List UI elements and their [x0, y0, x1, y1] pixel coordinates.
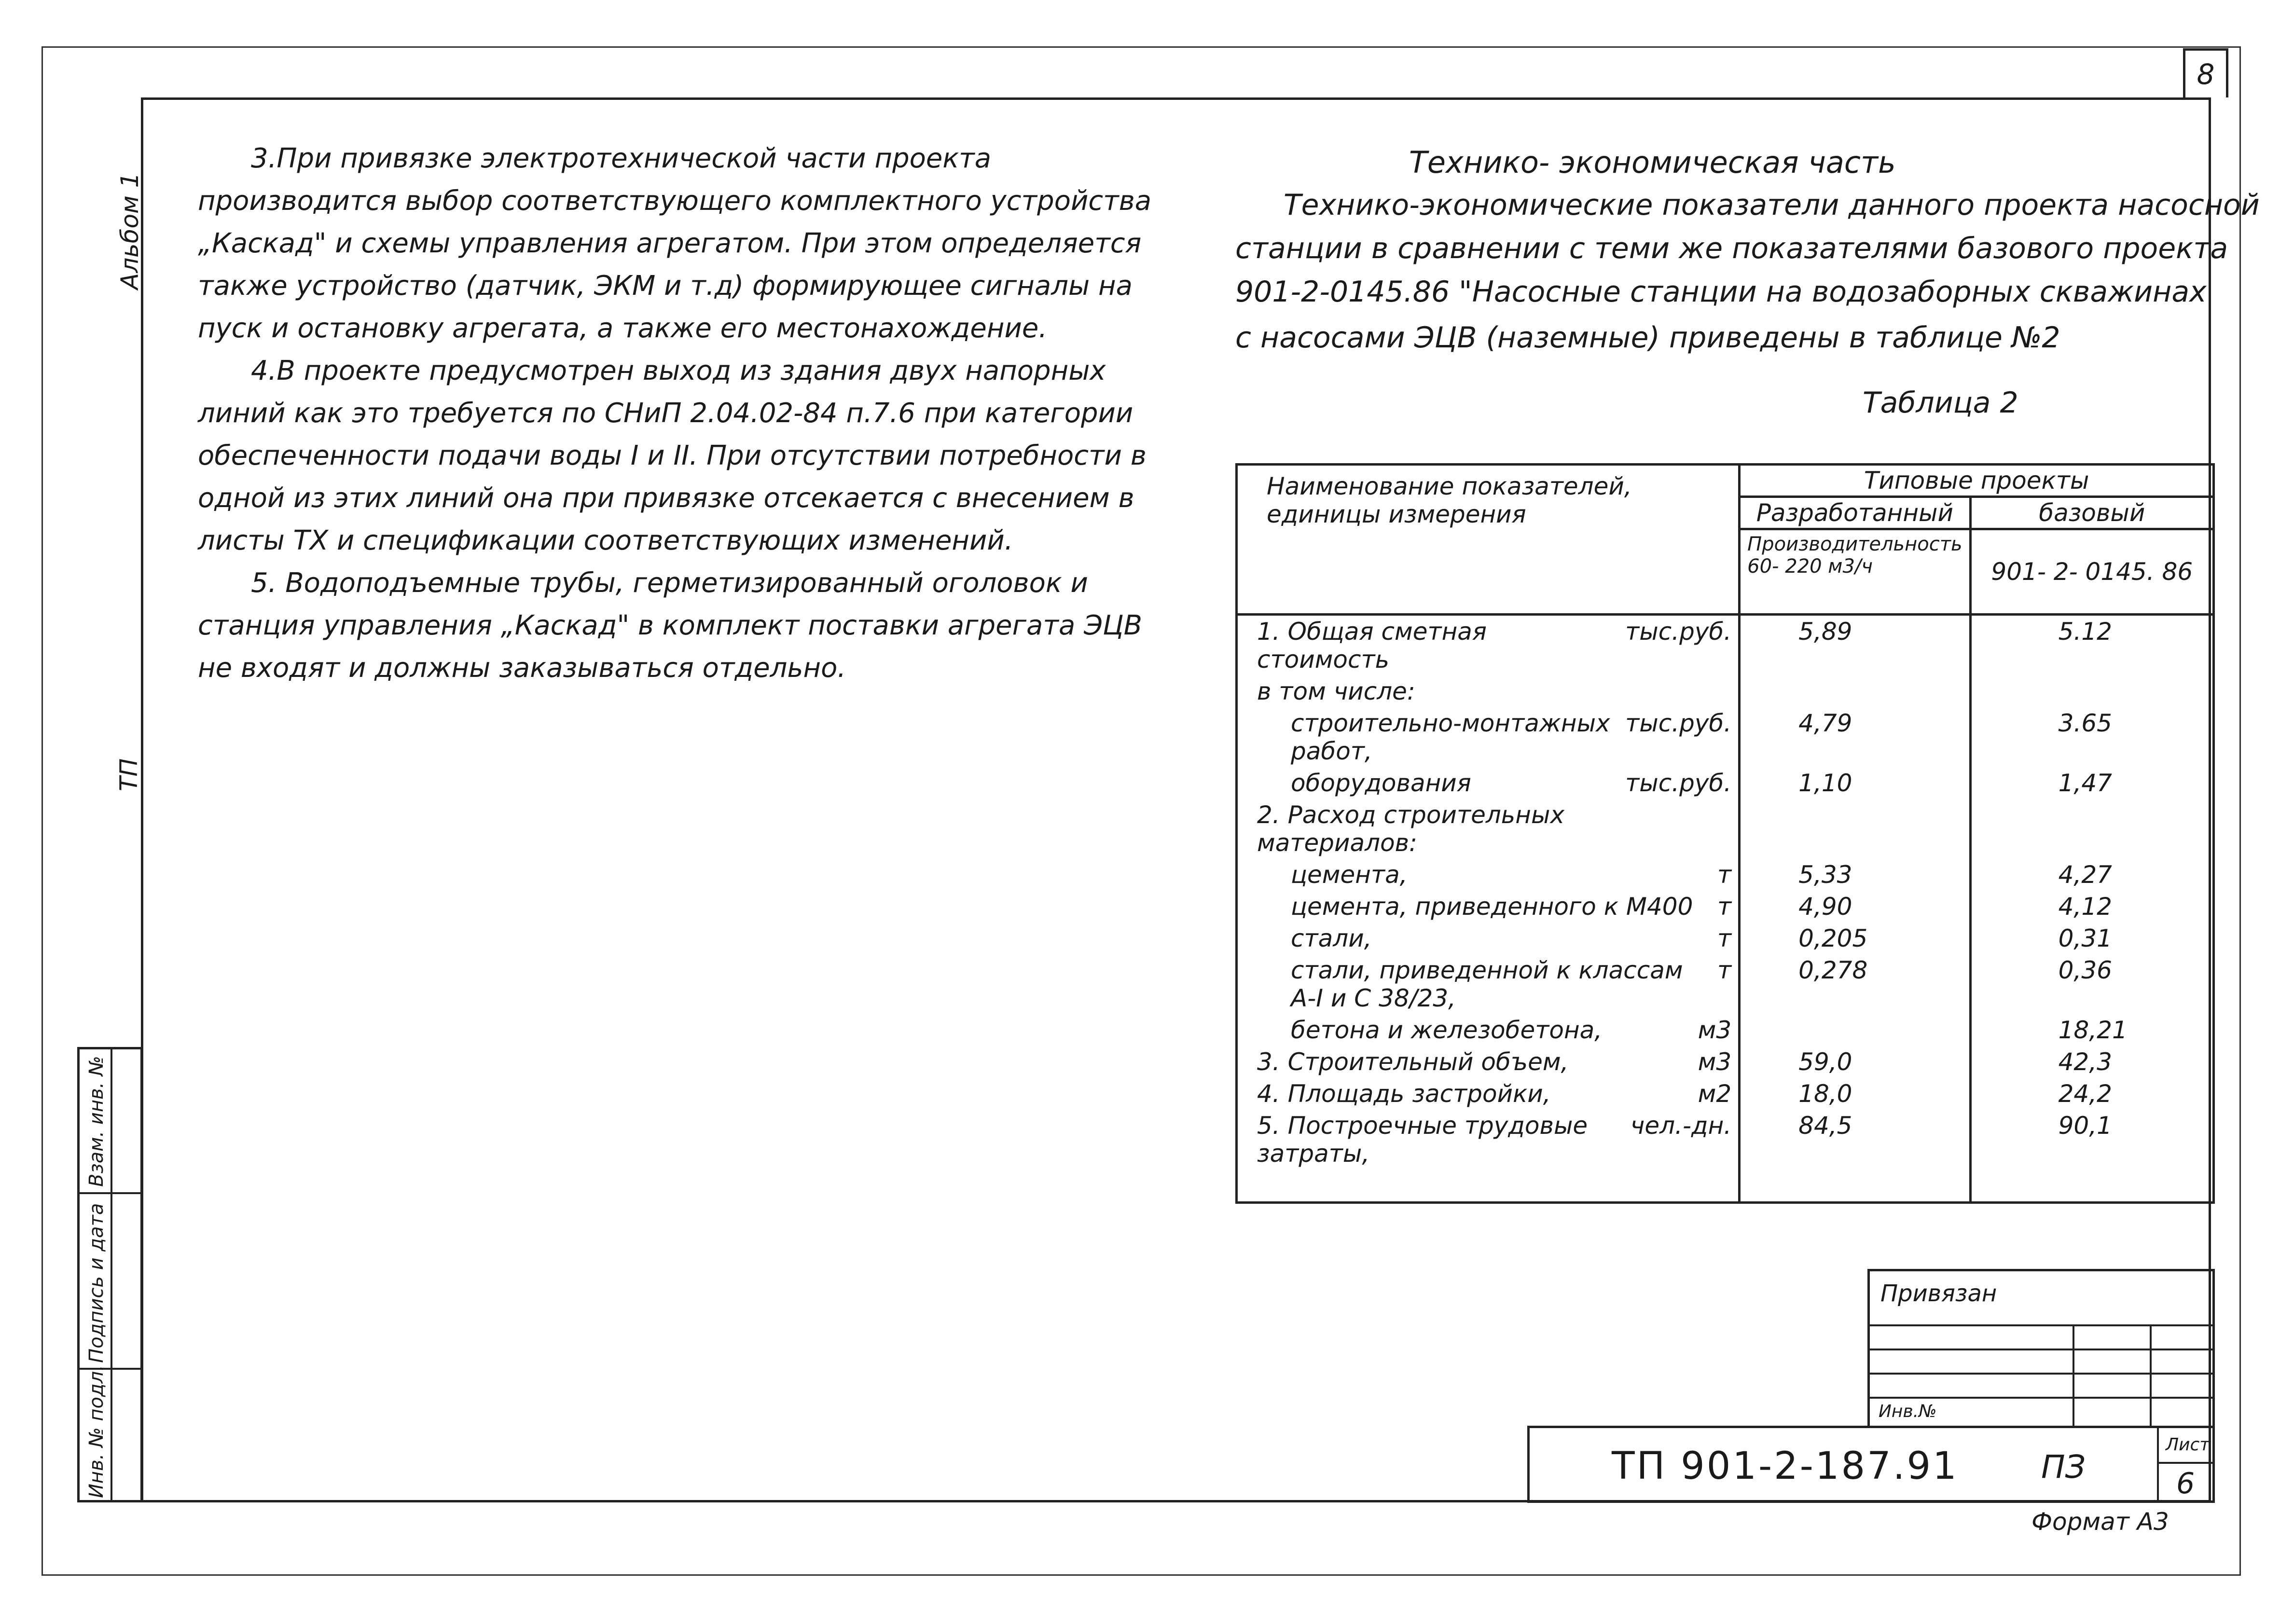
row-name-cell [1237, 799, 1740, 859]
row-dev-value: 1,10 [1798, 769, 1852, 797]
row-dev-cell [1740, 1078, 1970, 1110]
row-dev-cell [1740, 675, 1970, 707]
row-dev-value: 5,33 [1798, 861, 1852, 889]
intro-line-4: с насосами ЭЦВ (наземные) приведены в таблице №2 [1235, 321, 2060, 355]
row-unit: т [1717, 956, 1732, 984]
tp-side-label: ТП [115, 758, 143, 791]
row-unit: т [1717, 861, 1732, 889]
row-dev-value: 59,0 [1798, 1048, 1852, 1076]
table-row [1237, 1046, 2214, 1078]
table-row [1237, 1110, 2214, 1203]
table-row [1237, 799, 2214, 859]
row-unit: тыс.руб. [1625, 769, 1732, 797]
side-inv-orig: Инв. № подл. [85, 1365, 108, 1498]
row-name: 4. Площадь застройки, [1257, 1080, 1551, 1108]
table-row [1237, 1014, 2214, 1046]
intro-line-3: 901-2-0145.86 "Насосные станции на водозаборных скважинах [1235, 275, 2207, 309]
row-base-value: 0,31 [2058, 924, 2112, 952]
row-base-cell [1970, 799, 2213, 859]
format-label: Формат А3 [2031, 1508, 2169, 1536]
row-name: 5. Построечные трудовые затраты, [1257, 1112, 1588, 1168]
row-name-cell [1237, 767, 1740, 799]
head-types-cell [1740, 465, 2214, 497]
row-base-value: 90,1 [2058, 1112, 2112, 1140]
row-base-value: 42,3 [2058, 1048, 2112, 1076]
row-dev-cell [1740, 954, 1970, 1014]
row-base-cell [1970, 891, 2213, 922]
row-dev-value: 5,89 [1798, 618, 1852, 646]
album-label: Альбом 1 [116, 172, 144, 289]
row-name: стали, [1291, 924, 1372, 952]
side-sign-date: Подпись и дата [85, 1203, 108, 1363]
row-name-cell [1237, 1110, 1740, 1203]
row-name: 2. Расход строительных материалов: [1257, 801, 1565, 857]
head-dev-cell [1740, 497, 1970, 529]
table-row [1237, 891, 2214, 922]
row-name-cell [1237, 954, 1740, 1014]
row-unit: м3 [1698, 1016, 1732, 1044]
row-unit: м2 [1698, 1080, 1732, 1108]
row-base-value: 18,21 [2058, 1016, 2128, 1044]
head-base-cell [1970, 497, 2213, 529]
row-base-cell [1970, 1078, 2213, 1110]
row-dev-value: 4,79 [1798, 709, 1852, 737]
section-code: ПЗ [2041, 1448, 2086, 1486]
row-name: бетона и железобетона, [1291, 1016, 1603, 1044]
row-name-cell [1237, 1014, 1740, 1046]
table-row [1237, 922, 2214, 954]
table-caption: Таблица 2 [1863, 386, 2018, 420]
table-row [1237, 707, 2214, 767]
row-dev-value: 84,5 [1798, 1112, 1852, 1140]
table-row [1237, 615, 2214, 676]
row-base-cell [1970, 1046, 2213, 1078]
row-name-cell [1237, 675, 1740, 707]
row-base-cell [1970, 1014, 2213, 1046]
row-base-value: 4,12 [2058, 893, 2112, 921]
row-base-cell [1970, 615, 2213, 676]
row-dev-cell [1740, 891, 1970, 922]
sheet-value: 6 [2176, 1467, 2195, 1500]
side-stamp-strip [77, 1047, 143, 1502]
row-name-cell [1237, 1046, 1740, 1078]
row-name: цемента, приведенного к М400 [1291, 893, 1693, 921]
row-dev-value: 18,0 [1798, 1080, 1852, 1108]
row-base-cell [1970, 675, 2213, 707]
row-base-cell [1970, 707, 2213, 767]
row-dev-cell [1740, 707, 1970, 767]
title-block [1527, 1426, 2215, 1503]
row-name-cell [1237, 859, 1740, 891]
row-base-value: 3.65 [2058, 709, 2112, 737]
head-types: Типовые проекты [1864, 467, 2089, 495]
row-name-cell [1237, 707, 1740, 767]
row-dev-cell [1740, 767, 1970, 799]
row-base-value: 4,27 [2058, 861, 2112, 889]
row-dev-cell [1740, 1046, 1970, 1078]
head-dev-sub: Производительность 60- 220 м3/ч [1747, 533, 1962, 578]
row-base-cell [1970, 859, 2213, 891]
sheet-number-box [2183, 48, 2228, 97]
table-row [1237, 859, 2214, 891]
head-name-cell [1237, 465, 1740, 615]
row-base-value: 1,47 [2058, 769, 2112, 797]
row-unit: чел.-дн. [1630, 1112, 1732, 1140]
inv-no-label: Инв.№ [1879, 1402, 1937, 1421]
row-dev-cell [1740, 1110, 1970, 1203]
indicators-table [1235, 463, 2215, 1204]
row-dev-value: 0,278 [1798, 956, 1868, 984]
row-name: 1. Общая сметная стоимость [1257, 618, 1487, 674]
row-base-value: 0,36 [2058, 956, 2112, 984]
row-unit: тыс.руб. [1625, 709, 1732, 737]
row-base-cell [1970, 922, 2213, 954]
head-name: Наименование показателей, единицы измерения [1267, 472, 1632, 528]
row-dev-cell [1740, 615, 1970, 676]
privyazan-label: Привязан [1880, 1280, 1997, 1307]
row-unit: м3 [1698, 1048, 1732, 1076]
row-name: строительно-монтажных работ, [1291, 709, 1610, 765]
row-name-cell [1237, 1078, 1740, 1110]
side-inv-replace: Взам. инв. № [85, 1056, 108, 1187]
row-base-cell [1970, 954, 2213, 1014]
document-code: ТП 901-2-187.91 [1612, 1445, 1959, 1488]
table-row [1237, 954, 2214, 1014]
sheet-number: 8 [2197, 58, 2215, 91]
head-base-sub: 901- 2- 0145. 86 [1991, 558, 2193, 586]
head-dev: Разработанный [1756, 499, 1954, 527]
row-name: цемента, [1291, 861, 1408, 889]
row-base-value: 5.12 [2058, 618, 2112, 646]
table-row [1237, 675, 2214, 707]
row-dev-cell [1740, 859, 1970, 891]
row-name: стали, приведенной к классам А-I и С 38/23, [1291, 956, 1683, 1012]
note-3: 3.При привязке электротехнической части проекта производится выбор соответствующего комплектного устройства „Каскад" и схемы управления агрегатом. При этом определяется также устройство (датчик, ЭКМ и т.д) формирующее сигналы на пуск и остановку агрегата, а также его местонахождение. [198, 143, 1152, 344]
row-dev-cell [1740, 922, 1970, 954]
section-heading: Технико- экономическая часть [1409, 145, 1896, 180]
row-base-cell [1970, 767, 2213, 799]
binding-stamp [1867, 1269, 2215, 1428]
head-base-sub-cell [1970, 529, 2213, 615]
row-base-cell [1970, 1110, 2213, 1203]
table-row [1237, 767, 2214, 799]
row-dev-cell [1740, 1014, 1970, 1046]
row-unit: т [1717, 893, 1732, 921]
row-name-cell [1237, 615, 1740, 676]
row-name: в том числе: [1257, 677, 1415, 705]
row-name: 3. Строительный объем, [1257, 1048, 1569, 1076]
intro-line-1: Технико-экономические показатели данного проекта насосной [1284, 188, 2260, 222]
sheet-label: Лист [2166, 1435, 2210, 1455]
head-base: базовый [2039, 499, 2145, 527]
row-name-cell [1237, 891, 1740, 922]
row-name-cell [1237, 922, 1740, 954]
intro-line-2: станции в сравнении с теми же показателями базового проекта [1235, 232, 2228, 265]
row-dev-value: 4,90 [1798, 893, 1852, 921]
row-dev-value: 0,205 [1798, 924, 1868, 952]
table-row [1237, 1078, 2214, 1110]
left-notes [198, 138, 1163, 689]
note-5: 5. Водоподъемные трубы, герметизированный оголовок и станция управления „Каскад" в комплект поставки агрегата ЭЦВ не входят и должны заказываться отдельно. [198, 567, 1143, 684]
row-unit: тыс.руб. [1625, 618, 1732, 646]
row-unit: т [1717, 924, 1732, 952]
row-name: оборудования [1291, 769, 1471, 797]
note-4: 4.В проекте предусмотрен выход из здания двух напорных линий как это требуется по СНиП 2.04.02-84 п.7.6 при категории обеспеченности подачи воды I и II. При отсутствии потребности в одной из этих линий она при привязке отсекается с внесением в листы ТХ и спецификации соответствующих изменений. [198, 355, 1147, 556]
head-dev-sub-cell [1740, 529, 1970, 615]
row-dev-cell [1740, 799, 1970, 859]
row-base-value: 24,2 [2058, 1080, 2112, 1108]
